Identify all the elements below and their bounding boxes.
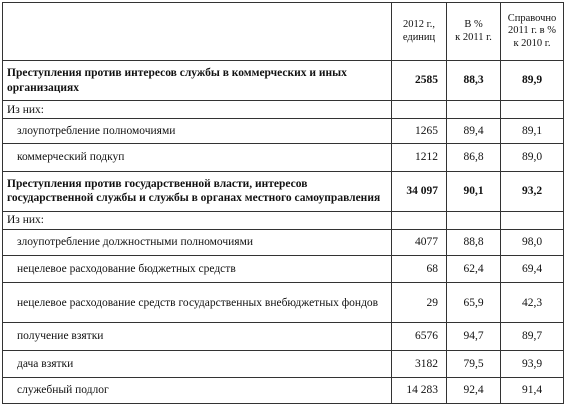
header-2012-units: 2012 г., единиц bbox=[392, 3, 447, 61]
row-value-percent-2011: 88,3 bbox=[447, 61, 501, 101]
header-empty bbox=[3, 3, 392, 61]
row-value-2012: 2585 bbox=[392, 61, 447, 101]
row-label: Из них: bbox=[3, 211, 392, 229]
header-reference-2011-2010: Справочно 2011 г. в % к 2010 г. bbox=[501, 3, 564, 61]
row-value-reference: 42,3 bbox=[501, 283, 564, 323]
row-value-reference: 93,2 bbox=[501, 171, 564, 211]
row-value-reference: 89,7 bbox=[501, 323, 564, 350]
row-value-reference: 93,9 bbox=[501, 350, 564, 377]
table-row bbox=[3, 61, 564, 101]
row-label: Преступления против интересов службы в коммерческих и иных организациях bbox=[3, 61, 392, 101]
row-label: дача взятки bbox=[3, 350, 392, 377]
row-value-reference bbox=[501, 211, 564, 229]
row-value-percent-2011: 79,5 bbox=[447, 350, 501, 377]
row-value-2012: 14 283 bbox=[392, 377, 447, 403]
row-value-2012 bbox=[392, 211, 447, 229]
table-row bbox=[3, 119, 564, 144]
table-row bbox=[3, 323, 564, 350]
row-value-percent-2011: 86,8 bbox=[447, 144, 501, 171]
header-percent-2011: В % к 2011 г. bbox=[447, 3, 501, 61]
crime-statistics-table bbox=[2, 2, 564, 404]
row-label: Преступления против государственной власти, интересов государственной службы и службы в органах местного самоуправления bbox=[3, 171, 392, 211]
table-row bbox=[3, 377, 564, 403]
table-row bbox=[3, 171, 564, 211]
table-row bbox=[3, 101, 564, 119]
row-label: служебный подлог bbox=[3, 377, 392, 403]
row-value-reference: 89,1 bbox=[501, 119, 564, 144]
row-value-2012: 4077 bbox=[392, 229, 447, 255]
row-value-reference: 89,0 bbox=[501, 144, 564, 171]
row-value-percent-2011: 62,4 bbox=[447, 256, 501, 283]
row-value-percent-2011 bbox=[447, 101, 501, 119]
row-value-percent-2011: 94,7 bbox=[447, 323, 501, 350]
row-label: нецелевое расходование бюджетных средств bbox=[3, 256, 392, 283]
row-label: получение взятки bbox=[3, 323, 392, 350]
row-value-reference: 89,9 bbox=[501, 61, 564, 101]
row-value-reference: 69,4 bbox=[501, 256, 564, 283]
row-value-2012: 1212 bbox=[392, 144, 447, 171]
row-value-reference: 98,0 bbox=[501, 229, 564, 255]
row-value-percent-2011: 89,4 bbox=[447, 119, 501, 144]
row-value-percent-2011: 90,1 bbox=[447, 171, 501, 211]
row-label: злоупотребление полномочиями bbox=[3, 119, 392, 144]
row-value-2012: 34 097 bbox=[392, 171, 447, 211]
row-value-reference: 91,4 bbox=[501, 377, 564, 403]
row-value-2012: 1265 bbox=[392, 119, 447, 144]
row-value-2012 bbox=[392, 101, 447, 119]
row-value-2012: 29 bbox=[392, 283, 447, 323]
row-label: нецелевое расходование средств государственных внебюджетных фондов bbox=[3, 283, 392, 323]
row-value-percent-2011 bbox=[447, 211, 501, 229]
row-label: Из них: bbox=[3, 101, 392, 119]
row-value-2012: 6576 bbox=[392, 323, 447, 350]
table-row bbox=[3, 144, 564, 171]
header-row bbox=[3, 3, 564, 61]
row-value-2012: 68 bbox=[392, 256, 447, 283]
row-label: коммерческий подкуп bbox=[3, 144, 392, 171]
row-label: злоупотребление должностными полномочиями bbox=[3, 229, 392, 255]
table-row bbox=[3, 256, 564, 283]
row-value-percent-2011: 92,4 bbox=[447, 377, 501, 403]
row-value-2012: 3182 bbox=[392, 350, 447, 377]
row-value-percent-2011: 65,9 bbox=[447, 283, 501, 323]
table-row bbox=[3, 350, 564, 377]
table-row bbox=[3, 283, 564, 323]
table-row bbox=[3, 229, 564, 255]
table-row bbox=[3, 211, 564, 229]
row-value-reference bbox=[501, 101, 564, 119]
row-value-percent-2011: 88,8 bbox=[447, 229, 501, 255]
